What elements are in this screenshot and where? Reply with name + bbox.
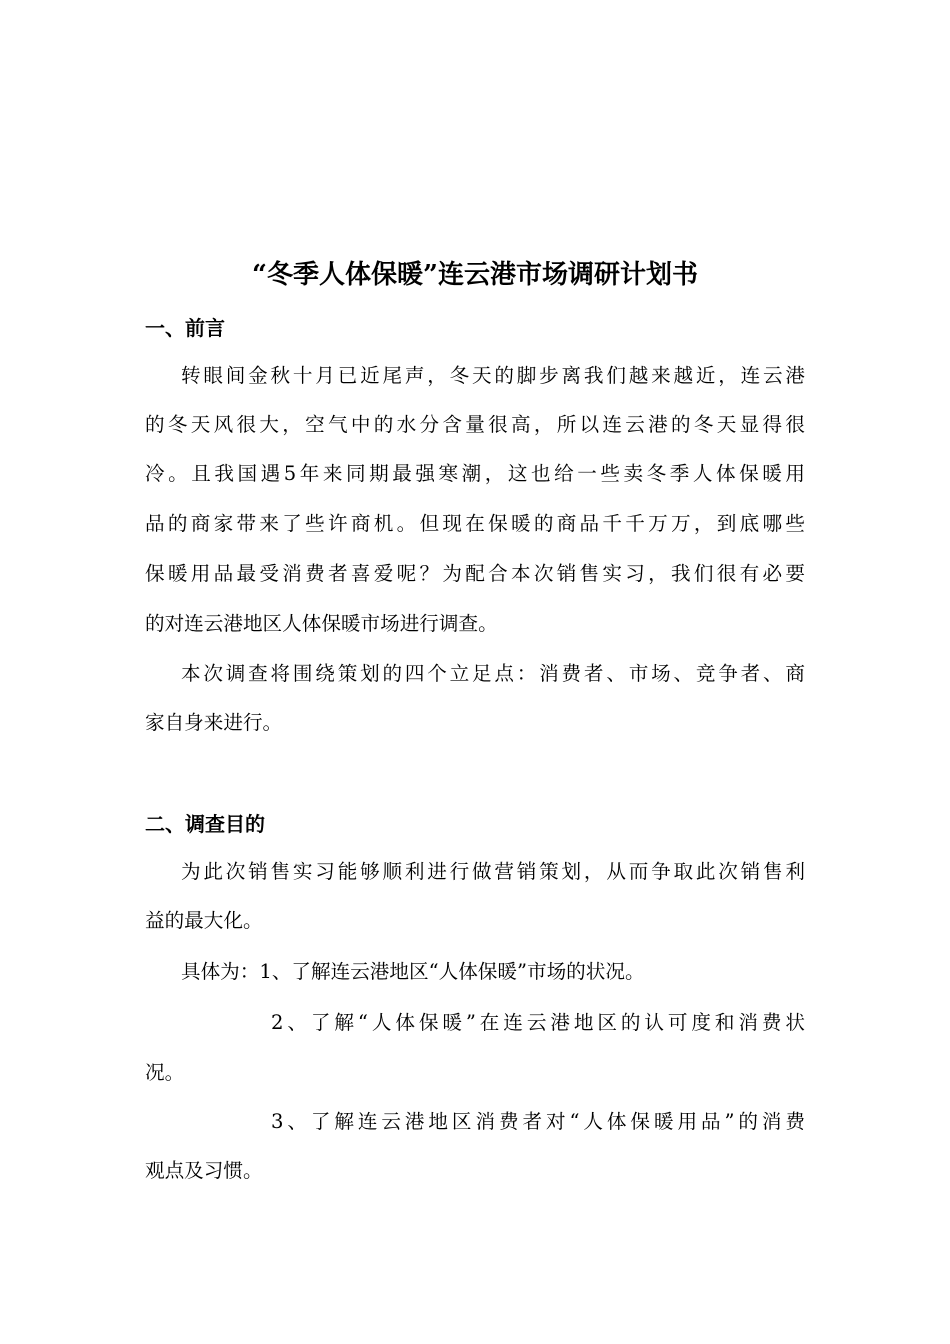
paragraph-line: 的冬天风很大，空气中的水分含量很高，所以连云港的冬天显得很 [145, 413, 805, 436]
paragraph-line: 益的最大化。 [145, 909, 263, 932]
paragraph-line: 3、了解连云港地区消费者对“人体保暖用品”的消费 [271, 1110, 805, 1133]
paragraph-line: 为此次销售实习能够顺利进行做营销策划，从而争取此次销售利 [181, 860, 805, 883]
section-heading-preface: 一、前言 [145, 316, 225, 340]
paragraph-line: 具体为：1、了解连云港地区“人体保暖”市场的状况。 [181, 960, 645, 983]
paragraph-line: 2、了解“人体保暖”在连云港地区的认可度和消费状 [271, 1011, 805, 1034]
document-title: “冬季人体保暖”连云港市场调研计划书 [252, 260, 698, 290]
paragraph-line: 况。 [145, 1061, 185, 1084]
paragraph-line: 的对连云港地区人体保暖市场进行调查。 [145, 612, 498, 635]
paragraph-line: 本次调查将围绕策划的四个立足点：消费者、市场、竞争者、商 [181, 662, 805, 685]
paragraph-line: 冷。且我国遇5年来同期最强寒潮，这也给一些卖冬季人体保暖用 [145, 462, 805, 485]
paragraph-line: 家自身来进行。 [145, 711, 283, 734]
section-heading-purpose: 二、调查目的 [145, 812, 265, 836]
paragraph-line: 观点及习惯。 [145, 1159, 263, 1182]
paragraph-line: 品的商家带来了些许商机。但现在保暖的商品千千万万，到底哪些 [145, 512, 805, 535]
paragraph-line: 转眼间金秋十月已近尾声，冬天的脚步离我们越来越近，连云港 [181, 364, 805, 387]
paragraph-line: 保暖用品最受消费者喜爱呢？为配合本次销售实习，我们很有必要 [145, 562, 805, 585]
